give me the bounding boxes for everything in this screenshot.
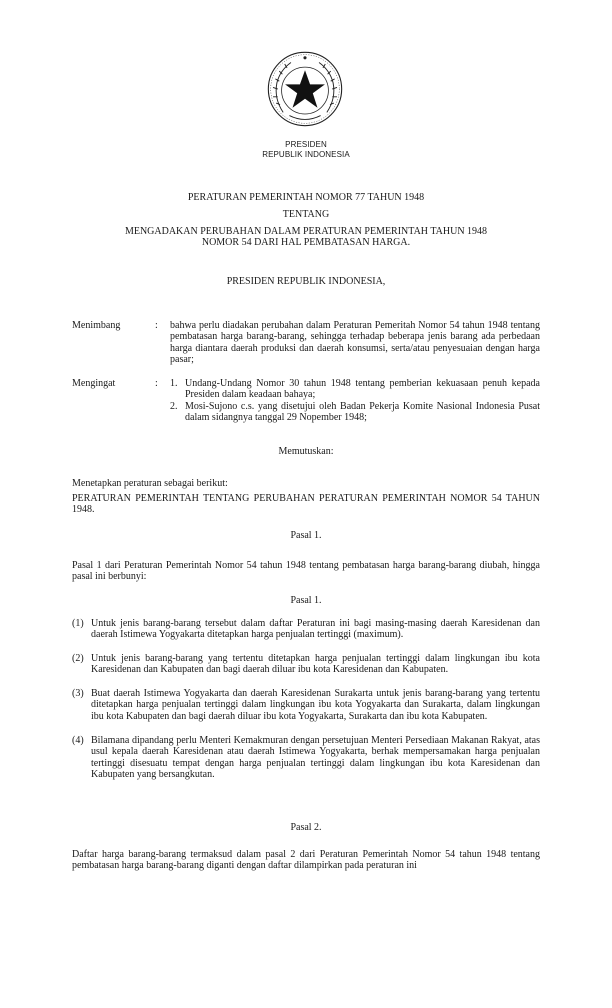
regulation-title: PERATURAN PEMERINTAH NOMOR 77 TAHUN 1948 [187, 192, 425, 203]
regulation-tentang: TENTANG [282, 209, 330, 220]
menetapkan-text: Menetapkan peraturan sebagai berikut: [72, 478, 228, 489]
pasal-2-heading: Pasal 2. [290, 822, 322, 833]
pasal-1-item-text: Untuk jenis barang-barang yang tertentu ditetapkan harga penjualan tertinggi dalam lingkungan ibu kota Karesidenan dan Kabupaten dan bagi daerah diluar ibu kota Karesidenan dan Kabupaten. [91, 653, 540, 676]
regulation-subject-line-1: MENGADAKAN PERUBAHAN DALAM PERATURAN PEMERINTAH TAHUN 1948 [124, 226, 488, 237]
pasal-1-item-number: (2) [72, 653, 84, 664]
pasal-1-item-text: Bilamana dipandang perlu Menteri Kemakmuran dengan persetujuan Menteri Persediaan Makanan Rakyat, atas usul kepala daerah Karesidenan atau daerah Istimewa Yogyakarta, berhak mempersamakan harga penjualan tertinggi disesuatu tempat dengan harga penjualan tertinggi dalam lingkungan ibu kota Karesidenan dan Kabupaten yang bersangkutan. [91, 735, 540, 781]
mengingat-item-text: Undang-Undang Nomor 30 tahun 1948 tentang pemberian kekuasaan penuh kepada Presiden dalam keadaan bahaya; [185, 378, 540, 401]
mengingat-label: Mengingat [72, 378, 116, 389]
header-president-label: PRESIDEN [285, 140, 327, 149]
president-heading: PRESIDEN REPUBLIK INDONESIA, [226, 276, 386, 287]
pasal-1-item-number: (4) [72, 735, 84, 746]
mengingat-colon: : [155, 378, 158, 389]
pasal-1-inner-heading: Pasal 1. [290, 595, 322, 606]
pasal-1-item-number: (1) [72, 618, 84, 629]
pasal-1-heading: Pasal 1. [290, 530, 322, 541]
pasal-1-text: Pasal 1 dari Peraturan Pemerintah Nomor 54 tahun 1948 tentang pembatasan harga barang-barang diubah, hingga pasal ini berbunyi: [72, 560, 540, 583]
memutuskan-heading: Memutuskan: [278, 446, 334, 457]
mengingat-item-text: Mosi-Sujono c.s. yang disetujui oleh Badan Pekerja Komite Nasional Indonesia Pusat dalam sidangnya tanggal 29 Nopember 1948; [185, 401, 540, 424]
garuda-star-seal-icon [266, 50, 344, 128]
regulation-subject-line-2: NOMOR 54 DARI HAL PEMBATASAN HARGA. [201, 237, 411, 248]
regulation-name: PERATURAN PEMERINTAH TENTANG PERUBAHAN PERATURAN PEMERINTAH NOMOR 54 TAHUN 1948. [72, 493, 540, 516]
mengingat-item-number: 1. [170, 378, 178, 389]
menimbang-colon: : [155, 320, 158, 331]
pasal-1-item-text: Untuk jenis barang-barang tersebut dalam daftar Peraturan ini bagi masing-masing daerah Karesidenan dan daerah Istimewa Yogyakarta ditetapkan harga penjualan tertinggi (maximum). [91, 618, 540, 641]
pasal-2-text: Daftar harga barang-barang termaksud dalam pasal 2 dari Peraturan Pemerintah Nomor 54 tahun 1948 tentang pembatasan harga barang-barang diganti dengan daftar dilampirkan pada peraturan ini [72, 849, 540, 872]
mengingat-item-number: 2. [170, 401, 178, 412]
menimbang-label: Menimbang [72, 320, 121, 331]
pasal-1-item-text: Buat daerah Istimewa Yogyakarta dan daerah Karesidenan Surakarta untuk jenis barang-barang yang tertentu ditetapkan harga penjualan tertinggi dalam lingkungan ibu kota Yogyakarta dan Surakarta, dalam lingkungan ibu kota Kabupaten dan bagi daerah diluar ibu kota Yogyakarta, Surakarta dan ibu kota Kabupaten. [91, 688, 540, 722]
menimbang-text: bahwa perlu diadakan perubahan dalam Peraturan Pemeritah Nomor 54 tahun 1948 tentang pembatasan harga barang-barang, sehingga terhadap beberapa jenis barang ada perbedaan harga diantara daerah produksi dan daerah konsumsi, serta/atau penyesuaian dengan harga pasar; [170, 320, 540, 366]
header-republic-label: REPUBLIK INDONESIA [262, 150, 350, 159]
pasal-1-item-number: (3) [72, 688, 84, 699]
